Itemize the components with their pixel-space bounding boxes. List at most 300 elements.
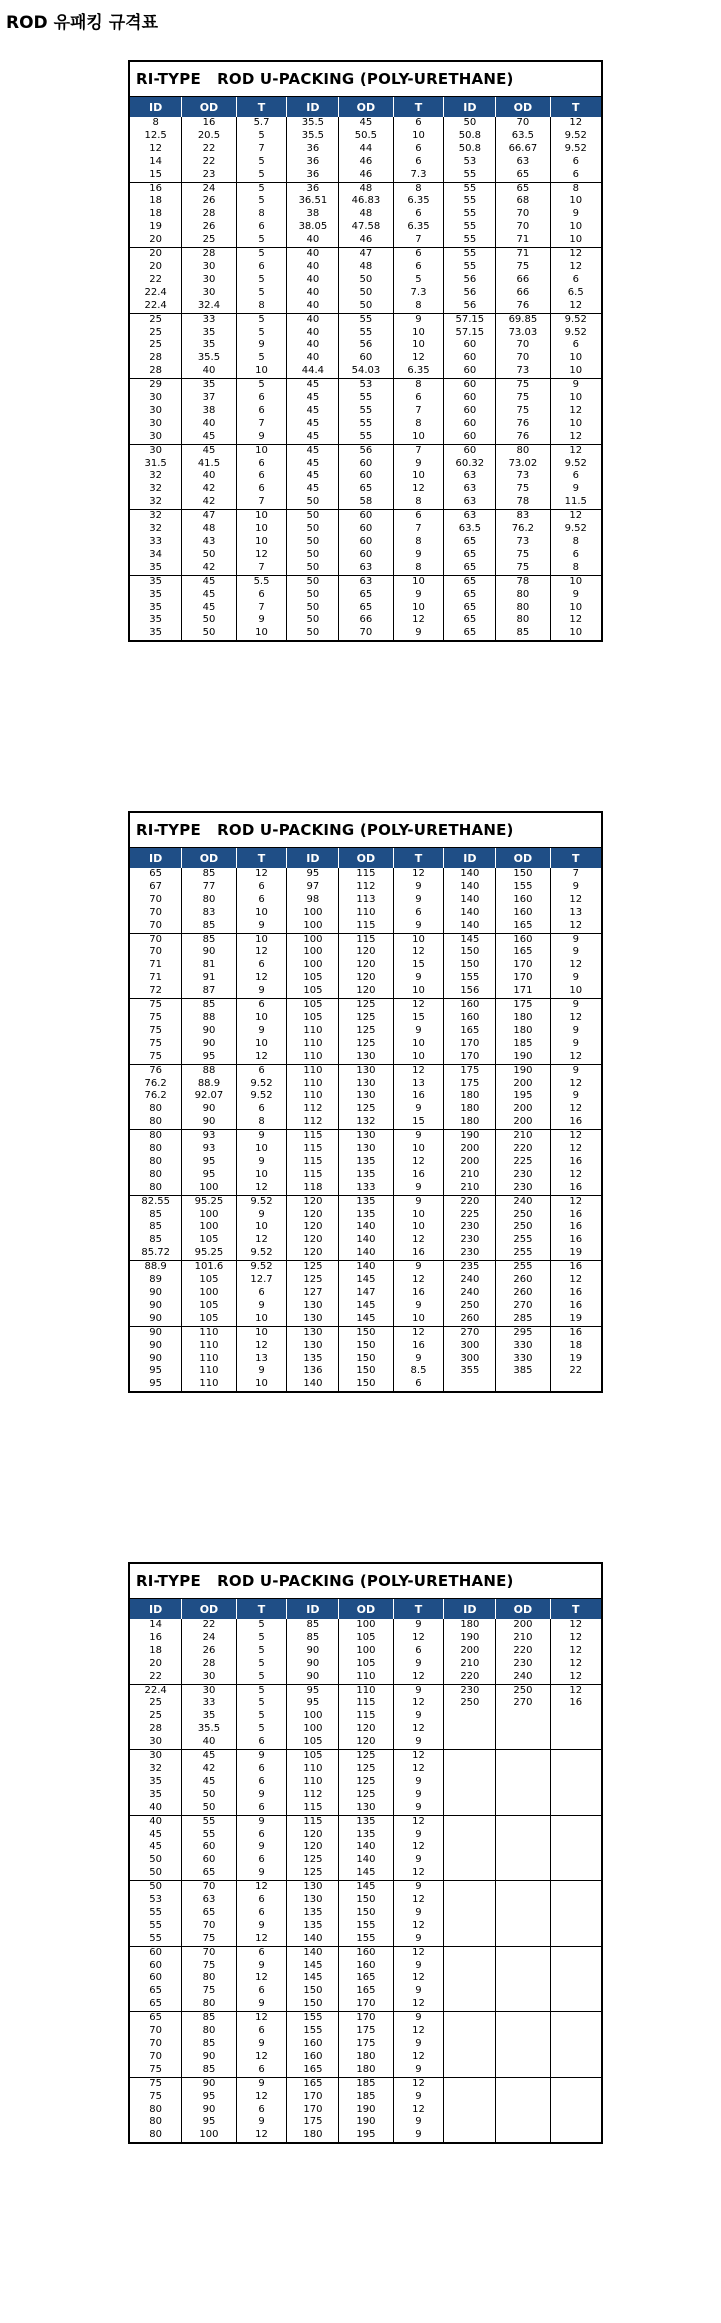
table-cell: 85: [182, 2064, 236, 2077]
table-cell: 56: [444, 300, 496, 313]
table-cell: 66: [496, 287, 550, 300]
table-cell: 75: [496, 261, 550, 274]
table-cell: 93: [182, 1143, 236, 1156]
table-cell: 22.4: [130, 287, 182, 300]
table-cell: 150: [287, 1985, 339, 1998]
table-cell: 12: [569, 919, 583, 931]
table-cell: 147: [339, 1287, 393, 1300]
table-cell: 6: [393, 392, 444, 405]
table-cell: 6: [236, 2064, 287, 2077]
table-cell: [444, 1710, 496, 1723]
table-cell: 40: [182, 418, 236, 431]
table-cell: 65: [339, 602, 393, 615]
table-cell: 110: [287, 1078, 339, 1091]
table-cell: 60: [339, 470, 393, 483]
table-cell: [550, 1736, 601, 1749]
table-cell: 95: [182, 1051, 236, 1064]
table-cell: 75: [182, 1960, 236, 1973]
table-cell: 53: [444, 156, 496, 169]
table-cell: 8: [236, 300, 287, 313]
table-cell: [444, 1933, 496, 1946]
table-cell: 83: [182, 907, 236, 920]
table-cell: 18: [130, 195, 182, 208]
table-cell: 185: [339, 2077, 393, 2090]
table-cell: 9: [393, 1261, 444, 1274]
table-cell: 105: [182, 1234, 236, 1247]
table-cell: 55: [339, 313, 393, 326]
table-cell: 175: [339, 2025, 393, 2038]
table-cell: 90: [182, 1025, 236, 1038]
table-cell: 8: [393, 300, 444, 313]
table-cell: 91: [182, 972, 236, 985]
table-cell: [550, 2038, 601, 2051]
table-cell: 12: [569, 614, 583, 626]
column-header: OD: [339, 97, 393, 117]
table-cell: 150: [444, 946, 496, 959]
table-cell: 15: [130, 169, 182, 182]
table-cell: [444, 2012, 496, 2025]
table-cell: 9: [236, 2038, 287, 2051]
table-cell: 5: [236, 1658, 287, 1671]
table-cell: 6: [572, 339, 579, 351]
table-row: [130, 287, 601, 300]
table-cell: 35: [130, 614, 182, 627]
table-cell: 60: [444, 431, 496, 444]
table-cell: 38: [182, 405, 236, 418]
table-cell: 240: [444, 1287, 496, 1300]
table-cell: [550, 1907, 601, 1920]
table-row: [130, 1933, 601, 1946]
table-row: [130, 2077, 601, 2090]
table-cell: 85: [182, 933, 236, 946]
table-cell: 37: [182, 392, 236, 405]
table-cell: 9.52: [564, 326, 587, 338]
table-cell: 6: [393, 143, 444, 156]
table-cell: 6: [236, 999, 287, 1012]
table-cell: 330: [496, 1353, 550, 1366]
column-header: ID: [444, 97, 496, 117]
table-cell: 160: [287, 2038, 339, 2051]
table-cell: 355: [444, 1365, 496, 1378]
table-cell: 165: [287, 2064, 339, 2077]
table-cell: 105: [287, 1736, 339, 1749]
table-cell: 50: [130, 1867, 182, 1880]
table-row: [130, 1012, 601, 1025]
table-cell: 160: [496, 907, 550, 920]
table-cell: 170: [339, 2012, 393, 2025]
table-cell: 7: [393, 405, 444, 418]
table-cell: 6: [572, 168, 579, 180]
table-cell: 35: [182, 1710, 236, 1723]
table-cell: 70: [130, 920, 182, 933]
table-cell: 110: [182, 1326, 236, 1339]
table-cell: 7: [236, 496, 287, 509]
table-cell: 60: [182, 1854, 236, 1867]
table-cell: 28: [182, 208, 236, 221]
table-cell: 140: [339, 1234, 393, 1247]
table-cell: 45: [287, 405, 339, 418]
table-cell: 70: [130, 2038, 182, 2051]
table-cell: 71: [130, 972, 182, 985]
table-cell: 110: [287, 1038, 339, 1051]
table-cell: 77: [182, 881, 236, 894]
table-cell: 90: [182, 1116, 236, 1129]
table-cell: 6: [236, 1763, 287, 1776]
table-cell: 190: [444, 1632, 496, 1645]
table-row: [130, 327, 601, 340]
table-row: [130, 972, 601, 985]
table-cell: 60: [444, 339, 496, 352]
table-row: [130, 352, 601, 365]
table-cell: 385: [496, 1365, 550, 1378]
table-cell: 12: [550, 1130, 601, 1143]
table-cell: 70: [496, 339, 550, 352]
table-cell: 36: [287, 156, 339, 169]
table-cell: 12: [236, 1051, 287, 1064]
table-cell: 130: [339, 1064, 393, 1077]
table-cell: 16: [182, 117, 236, 130]
table-cell: 9: [236, 1750, 287, 1763]
table-row: [130, 1169, 601, 1182]
table-cell: [496, 2051, 550, 2064]
table-cell: 110: [287, 1064, 339, 1077]
table-row: [130, 1750, 601, 1763]
table-cell: [444, 1867, 496, 1880]
table-cell: [496, 1829, 550, 1842]
table-cell: 10: [569, 417, 583, 429]
table-cell: 46: [339, 234, 393, 247]
table-cell: [550, 2051, 601, 2064]
table-cell: 16: [569, 1234, 583, 1246]
table-cell: 9: [236, 339, 287, 352]
table-cell: 110: [287, 1776, 339, 1789]
table-cell: 145: [287, 1972, 339, 1985]
table-row: [130, 549, 601, 562]
table-cell: [550, 1854, 601, 1867]
table-cell: 136: [287, 1365, 339, 1378]
table-cell: [550, 1815, 601, 1828]
table-cell: 48: [339, 261, 393, 274]
table-cell: 130: [287, 1894, 339, 1907]
table-cell: 250: [444, 1300, 496, 1313]
table-cell: 110: [339, 907, 393, 920]
table-cell: 60: [444, 418, 496, 431]
table-cell: 100: [339, 1645, 393, 1658]
table-cell: 12: [569, 893, 583, 905]
table-cell: [444, 1972, 496, 1985]
table-cell: 35: [182, 327, 236, 340]
table-cell: 7: [236, 418, 287, 431]
table-cell: 50: [182, 1802, 236, 1815]
column-header: ID: [444, 848, 496, 868]
table-row: [130, 221, 601, 234]
column-header: OD: [339, 848, 393, 868]
table-cell: 260: [496, 1287, 550, 1300]
table-cell: [496, 1802, 550, 1815]
table-cell: 120: [287, 1247, 339, 1260]
table-cell: 30: [182, 1671, 236, 1684]
table-row: [130, 1287, 601, 1300]
table-cell: 6: [236, 959, 287, 972]
table-cell: 127: [287, 1287, 339, 1300]
table-cell: 120: [339, 972, 393, 985]
table-cell: 12: [569, 1011, 583, 1023]
table-cell: 10: [236, 1313, 287, 1326]
table-cell: 12: [393, 946, 444, 959]
table-cell: 112: [287, 1789, 339, 1802]
table-cell: 88: [182, 1064, 236, 1077]
table-cell: 12: [236, 972, 287, 985]
table-cell: 9.52: [564, 142, 587, 154]
table-cell: 55: [444, 208, 496, 221]
table-cell: 112: [339, 881, 393, 894]
table-cell: 48: [182, 523, 236, 536]
table-cell: 12: [550, 1195, 601, 1208]
table-row: [130, 405, 601, 418]
table-cell: 12: [550, 510, 601, 523]
table-cell: 12: [393, 1841, 444, 1854]
table-cell: 45: [287, 458, 339, 471]
table-cell: 165: [496, 946, 550, 959]
table-cell: 95: [130, 1365, 182, 1378]
table-cell: 110: [182, 1378, 236, 1391]
table-row: [130, 2129, 601, 2142]
table-cell: 9: [236, 1815, 287, 1828]
table-cell: 7: [393, 444, 444, 457]
table-cell: 50: [287, 523, 339, 536]
table-cell: 90: [182, 946, 236, 959]
table-cell: 6: [393, 261, 444, 274]
table-cell: 41.5: [182, 458, 236, 471]
column-header: ID: [287, 97, 339, 117]
table-row: [130, 589, 601, 602]
table-cell: 9.52: [564, 129, 587, 141]
table-cell: 45: [287, 379, 339, 392]
table-cell: 118: [287, 1182, 339, 1195]
table-cell: 70: [339, 627, 393, 640]
table-cell: 100: [339, 1619, 393, 1632]
table-cell: 5.7: [236, 117, 287, 130]
column-header: OD: [182, 1599, 236, 1619]
table-row: [130, 274, 601, 287]
table-cell: 82.55: [130, 1195, 182, 1208]
table-row: [130, 510, 601, 523]
table-cell: [496, 1933, 550, 1946]
table-cell: 130: [287, 1313, 339, 1326]
table-row: [130, 1234, 601, 1247]
table-cell: 85: [182, 2012, 236, 2025]
table-cell: 75: [496, 392, 550, 405]
table-cell: 10: [393, 327, 444, 340]
table-cell: 60: [130, 1960, 182, 1973]
table-cell: 60: [339, 549, 393, 562]
table-cell: 10: [569, 352, 583, 364]
table-row: [130, 1776, 601, 1789]
table-cell: 55: [339, 392, 393, 405]
table-cell: 26: [182, 195, 236, 208]
table-cell: [550, 1750, 601, 1763]
table-cell: 22: [569, 1365, 583, 1377]
table-cell: [496, 2025, 550, 2038]
table-row: [130, 868, 601, 881]
table-cell: 50: [339, 287, 393, 300]
table-cell: 180: [444, 1116, 496, 1129]
table-cell: 45: [182, 1750, 236, 1763]
table-cell: [550, 1972, 601, 1985]
table-cell: 185: [496, 1038, 550, 1051]
table-cell: [496, 2077, 550, 2090]
table-cell: 6: [572, 273, 579, 285]
table-cell: 210: [496, 1632, 550, 1645]
table-cell: 95: [287, 1697, 339, 1710]
table-cell: 9: [572, 588, 579, 600]
table-cell: 12: [393, 2104, 444, 2117]
table-row: [130, 1025, 601, 1038]
table-cell: 5: [236, 234, 287, 247]
table-cell: 5: [236, 1710, 287, 1723]
table-cell: 200: [496, 1103, 550, 1116]
table-cell: 11.5: [564, 496, 587, 508]
table-cell: 70: [496, 208, 550, 221]
table-cell: 150: [339, 1894, 393, 1907]
table-cell: 250: [496, 1209, 550, 1222]
column-header: T: [236, 848, 287, 868]
table-cell: 25: [130, 1710, 182, 1723]
table-cell: 9: [393, 1736, 444, 1749]
table-cell: 120: [287, 1209, 339, 1222]
table-cell: [550, 2012, 601, 2025]
table-cell: 63: [444, 483, 496, 496]
table-cell: 130: [339, 1143, 393, 1156]
table-cell: 60: [444, 405, 496, 418]
table-cell: 12: [393, 2051, 444, 2064]
table-cell: 90: [130, 1313, 182, 1326]
table-row: [130, 985, 601, 998]
table-cell: 110: [339, 1671, 393, 1684]
table-cell: 28: [182, 248, 236, 261]
table-cell: 140: [339, 1261, 393, 1274]
table-cell: 200: [496, 1619, 550, 1632]
table-cell: 50.5: [339, 130, 393, 143]
table-row: [130, 1723, 601, 1736]
column-header: ID: [287, 848, 339, 868]
table-cell: 30: [182, 287, 236, 300]
table-cell: 50: [287, 627, 339, 640]
table-cell: [550, 1763, 601, 1776]
table-cell: 35: [182, 379, 236, 392]
table-cell: 171: [496, 985, 550, 998]
column-header: ID: [130, 97, 182, 117]
table-cell: 9: [236, 1867, 287, 1880]
table-cell: 135: [339, 1829, 393, 1842]
table-cell: 10: [393, 431, 444, 444]
table-cell: 35: [130, 602, 182, 615]
table-cell: 145: [287, 1960, 339, 1973]
table-cell: 5: [236, 287, 287, 300]
table-cell: 230: [444, 1684, 496, 1697]
table-cell: 9: [393, 1933, 444, 1946]
table-cell: 105: [287, 1750, 339, 1763]
table-cell: 22: [182, 156, 236, 169]
column-header: OD: [182, 97, 236, 117]
table-cell: 32: [130, 523, 182, 536]
table-cell: 190: [444, 1130, 496, 1143]
table-cell: 9: [572, 1024, 579, 1036]
table-cell: 45: [130, 1841, 182, 1854]
column-header: ID: [287, 1599, 339, 1619]
table-cell: 155: [339, 1920, 393, 1933]
table-cell: 60: [339, 352, 393, 365]
table-title: RI-TYPE ROD U-PACKING (POLY-URETHANE): [130, 1564, 601, 1599]
table-cell: 6: [393, 907, 444, 920]
table-cell: 170: [339, 1998, 393, 2011]
table-row: [130, 1378, 601, 1391]
table-cell: 9: [393, 1025, 444, 1038]
table-cell: 12: [393, 1894, 444, 1907]
table-cell: 9.52: [564, 523, 587, 535]
table-cell: 46: [339, 169, 393, 182]
table-cell: 40: [287, 261, 339, 274]
table-row: [130, 1972, 601, 1985]
table-cell: 55: [444, 221, 496, 234]
table-cell: [444, 1829, 496, 1842]
table-cell: 9.52: [236, 1195, 287, 1208]
table-cell: 85.72: [130, 1247, 182, 1260]
table-cell: 12: [393, 1326, 444, 1339]
table-cell: 10: [550, 575, 601, 588]
table-cell: 120: [339, 985, 393, 998]
table-cell: 60.32: [444, 458, 496, 471]
table-cell: 10: [236, 1012, 287, 1025]
table-cell: 76: [496, 418, 550, 431]
table-cell: [550, 2064, 601, 2077]
table-cell: 160: [444, 1012, 496, 1025]
table-cell: 100: [287, 959, 339, 972]
table-cell: 6: [236, 881, 287, 894]
table-cell: 65: [444, 614, 496, 627]
table-cell: 70: [130, 907, 182, 920]
table-cell: [444, 1960, 496, 1973]
table-cell: 97: [287, 881, 339, 894]
table-row: [130, 562, 601, 575]
table-cell: 50: [287, 614, 339, 627]
table-row: [130, 1051, 601, 1064]
table-cell: [550, 1841, 601, 1854]
table-cell: 73: [496, 470, 550, 483]
table-cell: 44.4: [287, 365, 339, 378]
table-cell: 26: [182, 1645, 236, 1658]
table-cell: 6: [393, 208, 444, 221]
table-cell: 50: [182, 614, 236, 627]
table-cell: 185: [339, 2091, 393, 2104]
spec-table-2: [128, 811, 603, 1393]
table-cell: 7: [236, 143, 287, 156]
table-cell: 75: [130, 1012, 182, 1025]
table-cell: 9: [393, 2129, 444, 2142]
table-cell: 85: [182, 999, 236, 1012]
table-cell: 225: [496, 1156, 550, 1169]
table-cell: [496, 1841, 550, 1854]
table-cell: 76: [130, 1064, 182, 1077]
column-header: OD: [339, 1599, 393, 1619]
table-row: [130, 143, 601, 156]
table-row: [130, 2116, 601, 2129]
table-cell: 165: [339, 1985, 393, 1998]
table-cell: 140: [339, 1854, 393, 1867]
table-row: [130, 444, 601, 457]
table-cell: 50: [182, 627, 236, 640]
table-cell: 160: [496, 894, 550, 907]
